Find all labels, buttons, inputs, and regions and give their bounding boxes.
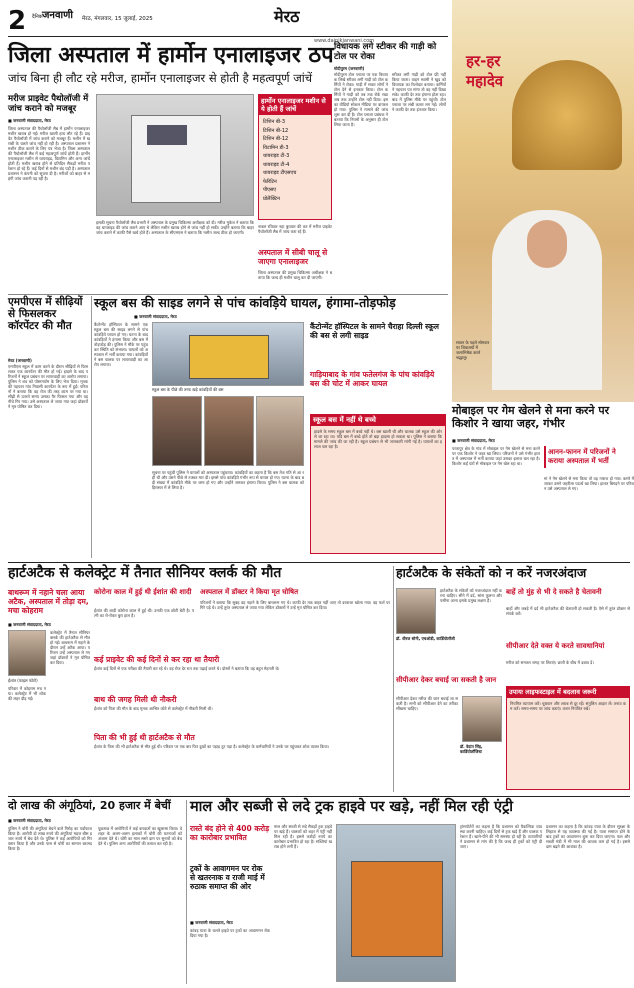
mahadev-title: महादेव: [466, 72, 504, 90]
paper-name: जनवाणी: [42, 10, 73, 21]
kicker: रास्ते बंद होने से 400 करोड़ का कारोबार प्रभावित: [190, 824, 270, 842]
body-text: हार्टअटैक के संकेतों को नजरअंदाज नहीं करना चाहिए। सीने में दर्द, सांस फूलना और पसीना आना इसके प्रमुख लक्षण हैं।: [440, 588, 502, 603]
test-item: थायराइड टी-3: [263, 153, 290, 159]
page-number: 2: [8, 6, 27, 36]
byline: ■ जनवाणी संवाददाता, मेरठ: [8, 622, 51, 627]
body-text-2: ईशांत की शादी कोरोना काल में हुई थी। उनकी एक छोटी बेटी है। पत्नी का रो-रोकर बुरा हाल है।: [94, 608, 194, 618]
headline[interactable]: जिला अस्पताल में हार्मोन एनालाइजर ठप: [8, 43, 334, 68]
body-text-2: इसकी सूचना पैथोलॉजी लैब प्रभारी ने अस्पताल के प्रमुख चिकित्सा अधीक्षक को दी। मरीज मुकेश ने बताया कि वह थायराइड की जांच कराने आए थे लेकिन मशीन खराब होने से जांच नहीं हो सकी। उन्होंने बताया कि बाहर जांच कराने में काफी पैसे खर्च होते हैं। अस्पताल के सीएमएस ने बताया कि मशीन जल्द ठीक हो जाएगी।: [96, 220, 254, 235]
body-text: कैंटोन्मेंट हॉस्पिटल के सामने एक स्कूल बस की साइड लगने से पांच कांवड़िये घायल हो गए। घटना के बाद कांवड़ियों ने हंगामा किया और बस में तोड़फोड़ की। पुलिस ने मौके पर पहुंचकर स्थिति को संभाला। घायलों को अस्पताल में भर्ती कराया गया। कांवड़ियों ने बस चालक पर लापरवाही का आरोप लगाया।: [94, 322, 148, 367]
side-kicker: अस्पताल में सीबी चालू से जाएगा एनालाइजर: [258, 248, 328, 266]
clerk-photo: [8, 630, 46, 676]
test-item: पीएसए: [263, 187, 277, 193]
headline[interactable]: विधायक लगे स्टीकर की गाड़ी को टोल पर रोका: [334, 42, 437, 62]
devotee-face: [527, 220, 567, 268]
body-text-2: सूचना पर पहुंची पुलिस ने घायलों को अस्पताल पहुंचाया। कांवड़ियों का कहना है कि बस तेज गति से आ रही थी और उसने पीछे से टक्कर मार दी। इससे पांच कांवड़िये गंभीर रूप से घायल हो गए। घटना के बाद बड़ी संख्या में कांवड़िये मौके पर जमा हो गए और उन्होंने जमकर हंगामा किया। पुलिस ने बस चालक को हिरासत में ले लिया है।: [152, 470, 304, 490]
sub-heading: सीपीआर देते वक्त ये करते सावधानियां: [506, 642, 605, 650]
kicker: मरीज प्राइवेट पैथोलॉजी में जांच कराने को मजबूर: [8, 94, 89, 114]
paper-prefix: दैनिक: [32, 14, 43, 20]
byline: ■ जनवाणी संवाददाता, मेरठ: [190, 920, 233, 925]
sub-heading: बाथ की जगह मिली थी नौकरी: [94, 695, 177, 704]
side-sub: गाड़ियाबाद के गांव फतेलगंज के पांच कांवड़िये बस की चोट में आकर घायल: [310, 370, 435, 388]
injured-photo-1: [152, 396, 202, 466]
truck-shape: [351, 861, 443, 957]
sub-heading: कोरोना काल में हुई थी ईशांत की शादी: [94, 588, 192, 596]
test-item: फेरिटिन: [263, 178, 277, 185]
body-text-2: मां ने गेम खेलने से मना किया तो वह नाराज हो गया। कमरे में जाकर उसने जहरीला पदार्थ खा लिया। हालत बिगड़ने पर परिजन उसे अस्पताल ले गए।: [544, 476, 634, 491]
doctor-photo-2: [462, 696, 502, 742]
test-item: टिशिन बी-12: [263, 127, 289, 134]
bus-shape: [189, 335, 269, 379]
body-text: परतापुर क्षेत्र के गांव में मोबाइल पर गेम खेलने से मना करने पर एक किशोर ने जहर खा लिया। परिजनों ने उसे गंभीर हालत में अस्पताल में भर्ती कराया जहां उसका इलाज चल रहा है। किशोर कई घंटों से मोबाइल पर गेम खेल रहा था।: [452, 446, 540, 466]
mobile-game-story: [452, 404, 634, 558]
sub-heading: ट्रकों के आवागमन पर रोक से खतरनाक व राजी माई में रुठाक समाप्त की ओर: [190, 864, 265, 891]
headline[interactable]: हार्टअटैक के संकेतों को न करें नजरअंदाज: [396, 565, 587, 580]
bell-shape: [512, 60, 622, 170]
body-text: मोदीपुरम टोल प्लाजा पर एक विधायक लिखे स्टीकर लगी गाड़ी को टोल कर्मियों ने रोका। गाड़ी में सवार लोगों ने टोल देने से इनकार किया। टोल कर्मियों ने गाड़ी को तब तक रोके रखा जब तक उन्होंने टोल नहीं दिया। इसका वीडियो सोशल मीडिया पर वायरल हो गया। पुलिस ने मामले की जांच शुरू कर दी है। टोल प्लाजा प्रबंधक ने बताया कि नियमों के अनुसार ही टोल लिया जाता है।: [334, 72, 388, 127]
city-name: मेरठ: [274, 7, 300, 26]
school-bus-story: [94, 296, 446, 558]
body-text-3: परिजनों ने बताया कि सुबह वह नहाने के लिए बाथरूम गए थे। काफी देर तक बाहर नहीं आए तो दरवाजा खोला गया। वह फर्श पर गिरे पड़े थे। उन्हें तुरंत अस्पताल ले जाया गया लेकिन डॉक्टरों ने उन्हें मृत घोषित कर दिया।: [200, 600, 390, 610]
box-head: आनन-फानन में परिजनों ने कराया अस्पताल में भर्ती: [544, 446, 634, 468]
test-item: टिशिन बी-3: [263, 119, 286, 125]
body-text-3: ट्रांसपोर्टरों का कहना है कि प्रशासन को वैकल्पिक व्यवस्था करनी चाहिए। कई दिनों से ट्रक खड़े हैं और चालक परेशान हैं। खाने-पीने की भी समस्या हो रही है। व्यापारियों ने प्रशासन से मांग की है कि जल्द ही ट्रकों को एंट्री दी जाए।: [460, 824, 542, 849]
body-text: पुलिस ने चोरी की अंगूठियां बेचने वाले गिरोह का पर्दाफाश किया है। आरोपी दो लाख रुपये की अंगूठियां महज बीस हजार रुपये में बेच देते थे। पुलिस ने कई आरोपियों को गिरफ्तार किया है और उनके पास से चोरी का सामान बरामद किया है।: [8, 826, 92, 851]
photo-caption: सावन के पहले सोमवार पर शिवालयों में जलाभिषेक करते श्रद्धालु।: [456, 340, 490, 360]
heart-attack-clerk-story: [8, 566, 390, 792]
headline[interactable]: एमपीएस में सीढ़ियों से फिसलकर कॉरपेंटर की मौत: [8, 296, 83, 332]
har-har-title: हर-हर: [466, 52, 501, 70]
injured-photo-2: [204, 396, 254, 466]
headline[interactable]: दो लाख की अंगूठियां, 20 हजार में बेचीं: [8, 799, 171, 812]
body-text: कांवड़ यात्रा के चलते हाइवे पर ट्रकों का आवागमन रोक दिया गया है।: [190, 928, 270, 938]
box-text: नियमित व्यायाम करें। धूम्रपान और शराब से दूर रहें। संतुलित आहार लें। तनाव कम करें। समय-समय पर जांच कराएं। वजन नियंत्रित रखें।: [510, 700, 626, 711]
har-har-mahadev-photo: [452, 0, 634, 402]
box-title: उपायः लाइफस्टाइल में बदलाव जरूरी: [507, 687, 629, 698]
no-kids-box: [310, 414, 446, 554]
dateline: मेरठ, मंगलवार, 15 जुलाई, 2025: [82, 16, 153, 22]
bus-photo: [152, 322, 304, 386]
injured-photo-3: [256, 396, 304, 466]
headline[interactable]: मोबाइल पर गेम खेलने से मना करने पर किशोर ने खाया जहर, गंभीर: [452, 404, 610, 430]
body-text-2: स्टीकर लगी गाड़ी को टोल फ्री नहीं किया जाता। वाहन स्वामी ने खुद को विधायक का रिश्तेदार बताया। कर्मियों ने पहचान पत्र मांगा तो वह नहीं दिखा सके। काफी देर तक हंगामा होता रहा। बाद में पुलिस मौके पर पहुंची। टोल प्लाजा पर लंबी कतार लग गई। लोगों ने काफी देर तक इंतजार किया।: [392, 72, 446, 112]
sub-heading: अस्पताल में डॉक्टर ने किया मृत घोषित: [200, 588, 299, 596]
truck-story: [190, 800, 630, 984]
subhead: जांच बिना ही लौट रहे मरीज, हार्मोन एनालाइजर से होती है महत्वपूर्ण जांचें: [8, 71, 313, 85]
body-text-4: जिला अस्पताल की प्रमुख चिकित्सा अधीक्षक ने बताया कि जल्द ही मशीन चालू कर दी जाएगी।: [258, 270, 332, 280]
vidhayak-story: [334, 42, 446, 292]
heart-attack-signs-story: [396, 566, 630, 792]
test-item: टिशिन बी-12: [263, 136, 289, 142]
byline: मोदीपुरम (जनवाणी): [334, 66, 365, 71]
test-item: थायराइड टी-4: [263, 161, 290, 168]
body-text-2: माल और सब्जी से लदे सैकड़ों ट्रक हाइवे पर खड़े हैं। चालकों को शहर में एंट्री नहीं मिल रही है। इससे करोड़ों रुपये का कारोबार प्रभावित हो रहा है। सब्जियां खराब होने लगी हैं।: [274, 824, 332, 849]
box-title: स्कूल बस में नहीं थे बच्चे: [311, 415, 445, 426]
box-text: हादसे के समय स्कूल बस में बच्चे नहीं थे। बस खाली थी और चालक उसे स्कूल की ओर ले जा रहा था। यदि बस में बच्चे होते तो बड़ा हादसा हो सकता था। पुलिस ने बताया कि मामले की जांच की जा रही है। स्कूल प्रबंधन से भी जानकारी मांगी गई है। घायलों का इलाज चल रहा है।: [314, 429, 442, 450]
byline: ■ जनवाणी संवाददाता, मेरठ: [8, 818, 51, 823]
analyzer-photo: [96, 94, 254, 216]
test-item: विटामिन डी-3: [263, 144, 289, 151]
body-text-3: नाबल रविवार नहा बुधवार की कर में मरीज प्राइवेट पैथोलॉजी लैब में जांच करा रहे हैं।: [258, 224, 332, 234]
body-text-1b: परिवार में कोहराम मच गया। कलेक्ट्रेट में भी शोक की लहर दौड़ गई।: [8, 686, 46, 701]
body-text: कलेक्ट्रेट में तैनात सीनियर क्लर्क की हार्टअटैक से मौत हो गई। बाथरूम में नहाने के दौरान उन्हें अटैक आया। परिजन उन्हें अस्पताल ले गए जहां डॉक्टरों ने मृत घोषित कर दिया।: [50, 630, 90, 665]
truck-photo: [336, 824, 456, 982]
byline: मेरठ (जनवाणी): [8, 358, 32, 363]
body-text-4: ईशांत कई दिनों से एक परीक्षा की तैयारी कर रहे थे। वह रोज देर रात तक पढ़ाई करते थे। दोस्तों ने बताया कि वह बहुत मेहनती थे।: [94, 666, 280, 671]
doctor-1-caption: डॉ. धीरज सोनी, एचओडी, कार्डियोलॉजी: [396, 636, 455, 641]
byline: ■ जनवाणी संवाददाता, मेरठ: [452, 438, 495, 443]
tests-box: [258, 94, 332, 220]
body-text: एमपीएस स्कूल में काम करने के दौरान सीढ़ियों से फिसलकर एक कारपेंटर की मौत हो गई। हादसे के बाद परिजनों ने स्कूल प्रबंधन पर लापरवाही का आरोप लगाया। पुलिस ने शव को पोस्टमार्टम के लिए भेज दिया। मृतक की पहचान गांव निवासी कारपेंटर के रूप में हुई। परिजनों ने बताया कि वह रोज की तरह काम पर गया था। सीढ़ी से उतरते समय उसका पैर फिसल गया और वह नीचे गिर गया। उसे अस्पताल ले जाया गया जहां डॉक्टरों ने मृत घोषित कर दिया।: [8, 364, 88, 409]
kicker: बाथरूम में नहाने चला आया अटैक, अस्पताल में तोड़ा दम, मचा कोहराम: [8, 588, 89, 615]
body-text-6: ईशांत के पिता की भी हार्टअटैक से मौत हुई थी। परिवार पर एक बार फिर दुखों का पहाड़ टूट पड़ा है। कलेक्ट्रेट के कर्मचारियों ने उनके घर पहुंचकर शोक व्यक्त किया।: [94, 744, 330, 749]
test-item: प्रोलैक्टिन: [263, 195, 280, 202]
tests-list: [259, 115, 331, 206]
byline: ■ जनवाणी संवाददाता, मेरठ: [8, 118, 51, 123]
test-item: थायराइड टीएसएच: [263, 170, 297, 176]
machine-screen: [147, 125, 187, 145]
sub-heading: सीपीआर देकर बचाई जा सकती है जान: [396, 676, 497, 684]
clerk-photo-caption: ईशांत (फाइल फोटो): [8, 678, 38, 683]
lifestyle-box: [506, 686, 630, 790]
rings-story: [8, 800, 182, 984]
body-text-3: मरीज को समतल जगह पर लिटाएं। छाती के बीच में दबाव दें।: [506, 660, 594, 665]
side-head: कैंटोन्मेंट हॉस्पिटल के सामने चैराहा दिल्ली स्कूल की बस से लगी साइड: [310, 322, 439, 340]
masthead-rule: [8, 36, 448, 37]
sub-heading: कई प्राइवेट की कई दिनों से कर रहा था तैयारी: [94, 655, 220, 664]
doctor-photo-1: [396, 588, 436, 634]
body-text-5: ईशांत को पिता की मौत के बाद मृतक आश्रित कोटे से कलेक्ट्रेट में नौकरी मिली थी।: [94, 706, 213, 711]
body-text-4: सीपीआर देकर मरीज की जान बचाई जा सकती है। सभी को सीपीआर देने का तरीका सीखना चाहिए।: [396, 696, 458, 711]
box-title: हार्मोन एनालाइजर मशीन से ये होती हैं जांचें: [259, 95, 331, 115]
byline: ■ जनवाणी संवाददाता, मेरठ: [134, 314, 177, 319]
sub-heading: बाहें तो मुंह से भी दे सकते है चेतावनी: [506, 588, 602, 596]
body-text-4: प्रशासन का कहना है कि कांवड़ यात्रा के दौरान सुरक्षा के लिहाज से यह व्यवस्था की गई है। यात्रा समाप्त होने के बाद ट्रकों का आवागमन शुरू कर दिया जाएगा। फल और सब्जी मंडी में भी माल की आवक कम हो गई है। इससे दाम बढ़ने की आशंका है।: [546, 824, 630, 849]
headline[interactable]: माल और सब्जी से लदे ट्रक हाइवे पर खड़े, नहीं मिल रही एंट्री: [190, 799, 514, 815]
website-url[interactable]: www.dainikjanwani.com: [314, 38, 375, 44]
headline[interactable]: स्कूल बस की साइड लगने से पांच कांवड़िये घायल, हंगामा-तोड़फोड़: [94, 295, 396, 310]
doctor-2-caption: डॉ. वेदांत सिंह, कार्डियोलॉजिस्ट: [460, 744, 483, 754]
body-text: जिला अस्पताल की पैथोलॉजी लैब में हार्मोन एनालाइजर मशीन खराब हो गई। मरीज खाली हाथ लौट रहे हैं। प्राइवेट पैथोलॉजी में जांच कराने को मजबूर हैं। मशीन में खराबी के चलते जांच नहीं हो रही है। अस्पताल प्रशासन ने मशीन ठीक कराने के लिए पत्र भेजा है। जिला अस्पताल की पैथोलॉजी लैब में कई महत्वपूर्ण जांचें होती हैं। हार्मोन एनालाइजर मशीन से थायराइड, विटामिन और अन्य जांचें होती हैं। मशीन खराब होने से प्रतिदिन सैकड़ों मरीज परेशान हो रहे हैं। कई दिनों से मशीन बंद पड़ी है। अस्पताल प्रशासन ने कंपनी को सूचना दी है। मरीजों को बाहर से महंगी जांच करानी पड़ रही है।: [8, 126, 90, 181]
headline[interactable]: हार्टअटैक से कलेक्ट्रेट में तैनात सीनियर क्लर्क की मौत: [8, 565, 282, 581]
sub-heading: पिता की भी हुई थी हार्टअटैक से मौत: [94, 733, 195, 742]
body-text-2: पूछताछ में आरोपियों ने कई वारदातों का खुलासा किया। वे शहर के अलग-अलग इलाकों में चोरी की घटनाओं को अंजाम देते थे। चोरी का माल सस्ते दाम पर सुनारों को बेच देते थे। पुलिस अन्य आरोपियों की तलाश कर रही है।: [98, 826, 182, 846]
mp-story: [8, 296, 88, 558]
body-text-2: बाहों और जबड़े में दर्द भी हार्टअटैक की चेतावनी हो सकती है। ऐसे में तुरंत डॉक्टर से संपर्क करें।: [506, 606, 630, 616]
bus-photo-caption: स्कूल बस के पीछे की तरफ खड़े कांवड़ियों की बस: [152, 387, 224, 392]
